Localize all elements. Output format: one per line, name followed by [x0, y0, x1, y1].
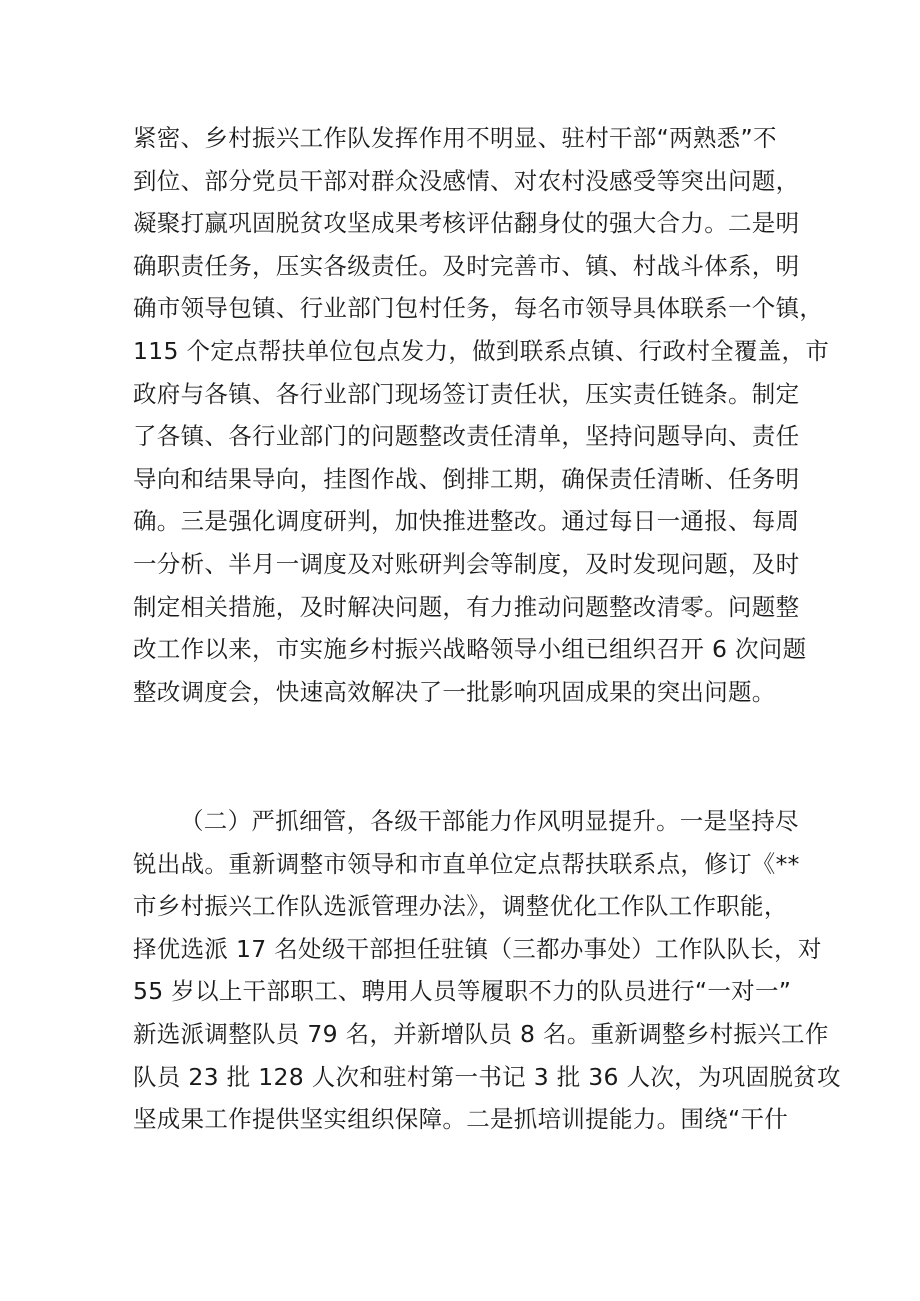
paragraph-line: 政府与各镇、各行业部门现场签订责任状，压实责任链条。制定: [133, 379, 800, 408]
paragraph-line: 紧密、乡村振兴工作队发挥作用不明显、驻村干部“两熟悉”不: [133, 124, 777, 152]
paragraph-line: 改工作以来，市实施乡村振兴战略领导小组已组织召开 6 次问题: [133, 635, 807, 664]
paragraph-line-heading: （二）严抓细管，各级干部能力作风明显提升。一是坚持尽: [180, 807, 799, 835]
paragraph-line: 择优选派 17 名处级干部担任驻镇（三都办事处）工作队队长，对: [133, 934, 822, 963]
paragraph-line: 市乡村振兴工作队选派管理办法》，调整优化工作队工作职能，: [133, 892, 788, 921]
paragraph-line: 制定相关措施，及时解决问题，有力推动问题整改清零。问题整: [133, 592, 800, 621]
paragraph-line: 55 岁以上干部职工、聘用人员等履职不力的队员进行“一对一”: [133, 977, 792, 1006]
paragraph-line: 整改调度会，快速高效解决了一批影响巩固成果的突出问题。: [133, 677, 776, 706]
paragraph-line: 到位、部分党员干部对群众没感情、对农村没感受等突出问题，: [133, 166, 800, 195]
paragraph-line: 锐出战。重新调整市领导和市直单位定点帮扶联系点，修订《**: [133, 849, 800, 878]
paragraph-line: 了各镇、各行业部门的问题整改责任清单，坚持问题导向、责任: [133, 422, 800, 451]
paragraph-line: 一分析、半月一调度及对账研判会等制度，及时发现问题，及时: [133, 549, 800, 578]
paragraph-1: [133, 117, 830, 713]
paragraph-line: 新选派调整队员 79 名，并新增队员 8 名。重新调整乡村振兴工作: [133, 1019, 829, 1048]
paragraph-line: 队员 23 批 128 人次和驻村第一书记 3 批 36 人次，为巩固脱贫攻: [133, 1062, 841, 1091]
paragraph-2: [133, 800, 841, 1141]
paragraph-line: 确职责任务，压实各级责任。及时完善市、镇、村战斗体系，明: [133, 251, 800, 280]
paragraph-line: 115 个定点帮扶单位包点发力，做到联系点镇、行政村全覆盖，市: [133, 336, 830, 365]
paragraph-line: 确市领导包镇、行业部门包村任务，每名市领导具体联系一个镇，: [133, 294, 824, 323]
paragraph-line: 确。三是强化调度研判，加快推进整改。通过每日一通报、每周: [133, 507, 800, 536]
paragraph-line: 坚成果工作提供坚实组织保障。二是抓培训提能力。围绕“干什: [133, 1105, 789, 1134]
paragraph-line: 凝聚打赢巩固脱贫攻坚成果考核评估翻身仗的强大合力。二是明: [133, 209, 800, 238]
paragraph-line: 导向和结果导向，挂图作战、倒排工期，确保责任清晰、任务明: [133, 464, 800, 493]
